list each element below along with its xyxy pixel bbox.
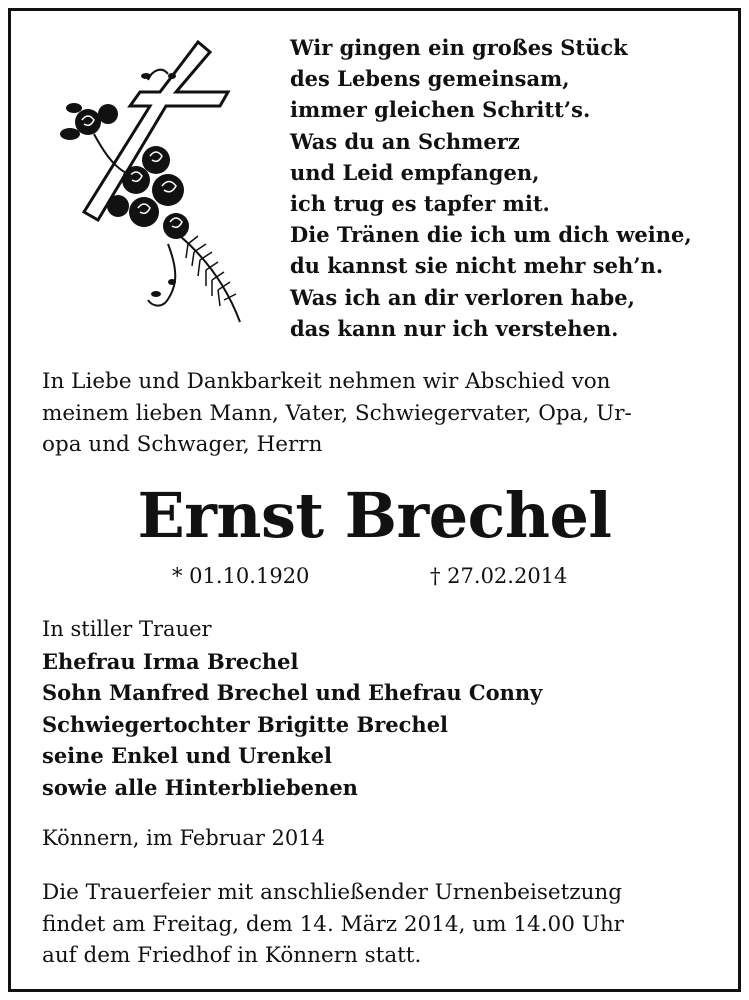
intro-line: In Liebe und Dankbarkeit nehmen wir Abschied von <box>42 369 611 394</box>
mourner: Schwiegertochter Brigitte Brechel <box>42 711 449 737</box>
deceased-name: Ernst Brechel <box>137 479 612 552</box>
cross-with-roses-icon <box>48 30 258 330</box>
poem-line: du kannst sie nicht mehr seh’n. <box>290 253 664 279</box>
poem-line: des Lebens gemeinsam, <box>290 66 570 92</box>
place-date: Könnern, im Februar 2014 <box>42 826 325 850</box>
poem-line: Was du an Schmerz <box>290 128 520 154</box>
poem-line: Was ich an dir verloren habe, <box>290 284 635 310</box>
poem-line: immer gleichen Schritt’s. <box>290 97 591 123</box>
poem-line: Wir gingen ein großes Stück <box>290 35 628 60</box>
service-line: Die Trauerfeier mit anschließender Urnenbeisetzung <box>42 880 623 905</box>
service-info <box>42 877 624 972</box>
poem <box>290 32 692 344</box>
farewell-intro <box>42 366 710 461</box>
death-date: † 27.02.2014 <box>430 564 568 588</box>
mourners-intro: In stiller Trauer <box>42 617 212 641</box>
mourner: Ehefrau Irma Brechel <box>42 648 299 674</box>
mourners-list <box>42 614 542 803</box>
poem-line: ich trug es tapfer mit. <box>290 191 550 217</box>
poem-line: und Leid empfangen, <box>290 159 540 185</box>
intro-line: meinem lieben Mann, Vater, Schwiegervater, Opa, Ur- <box>42 400 632 426</box>
mourner: seine Enkel und Urenkel <box>42 743 333 768</box>
service-line: findet am Freitag, dem 14. März 2014, um 14.00 Uhr <box>42 911 624 937</box>
service-line: auf dem Friedhof in Könnern statt. <box>42 943 422 968</box>
mourner: sowie alle Hinterbliebenen <box>42 774 358 800</box>
poem-line: das kann nur ich verstehen. <box>290 315 619 341</box>
intro-line: opa und Schwager, Herrn <box>42 432 323 457</box>
poem-line: Die Tränen die ich um dich weine, <box>290 222 692 248</box>
birth-date: * 01.10.1920 <box>172 564 310 588</box>
mourner: Sohn Manfred Brechel und Ehefrau Conny <box>42 680 543 705</box>
